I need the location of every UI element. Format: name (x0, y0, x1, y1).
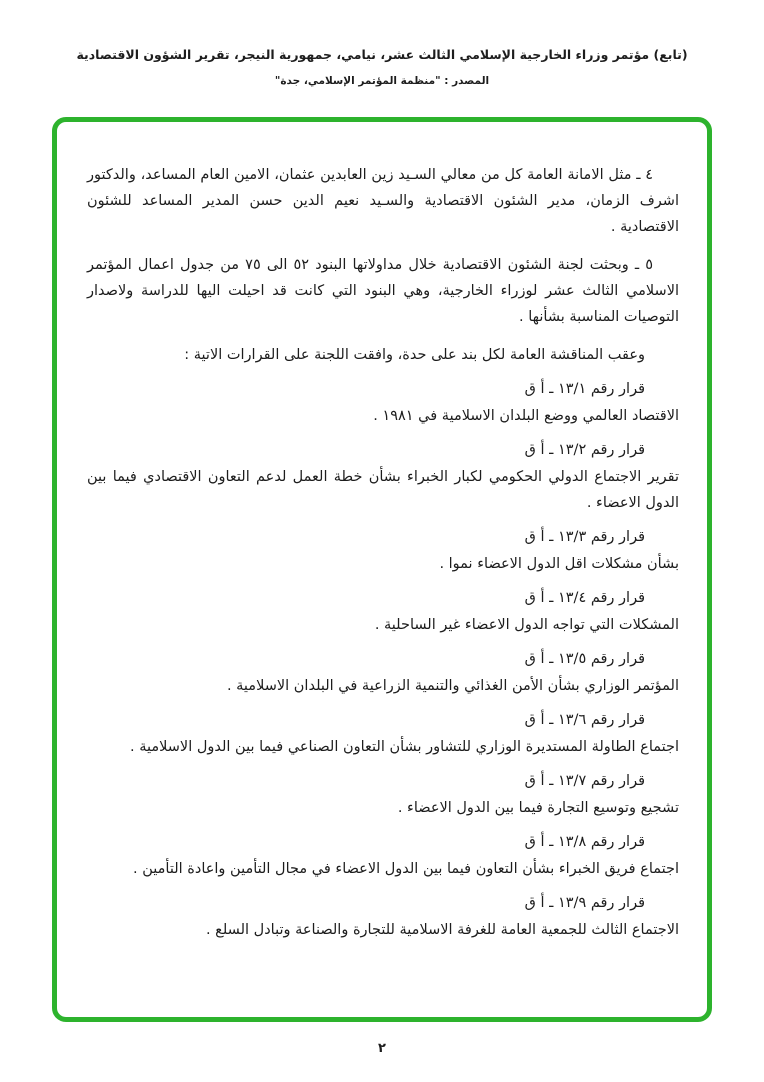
resolution-text: تقرير الاجتماع الدولي الحكومي لكبار الخبراء بشأن خطة العمل لدعم التعاون الاقتصادي فيما بين الدول الاعضاء . (87, 469, 679, 511)
body-paragraph: ٥ ـ وبحثت لجنة الشئون الاقتصادية خلال مداولاتها البنود ٥٢ الى ٧٥ من جدول اعمال المؤتمر الاسلامي الثالث عشر لوزراء الخارجية، وهي البنود التي كانت قد احيلت اليها للدراسة ولاصدار التوصيات المناسبة بشأنها . (87, 257, 679, 325)
resolution-heading: قرار رقم ١٣/٤ ـ أ ق (524, 590, 645, 606)
resolution-text: بشأن مشكلات اقل الدول الاعضاء نموا . (439, 556, 679, 572)
resolution-text: اجتماع الطاولة المستديرة الوزاري للتشاور بشأن التعاون الصناعي فيما بين الدول الاسلامية . (130, 739, 679, 755)
page-footer (0, 1041, 764, 1056)
resolution-text: المشكلات التي تواجه الدول الاعضاء غير الساحلية . (374, 617, 679, 633)
resolution-item (87, 585, 679, 638)
body-paragraph: وعقب المناقشة العامة لكل بند على حدة، وافقت اللجنة على القرارات الاتية : (184, 347, 645, 363)
resolution-item (87, 646, 679, 699)
resolution-heading: قرار رقم ١٣/٩ ـ أ ق (524, 895, 645, 911)
resolution-item (87, 524, 679, 577)
resolution-heading: قرار رقم ١٣/٦ ـ أ ق (524, 712, 645, 728)
body-paragraph: ٤ ـ مثل الامانة العامة كل من معالي السـيد زين العابدين عثمان، الامين العام المساعد، والدكتور اشرف الزمان، مدير الشئون الاقتصادية والسـيد نعيم الدين حسن المدير المساعد للشئون الاقتصادية . (87, 167, 679, 235)
resolution-item (87, 707, 679, 760)
content-frame (52, 117, 712, 1022)
resolution-heading: قرار رقم ١٣/٥ ـ أ ق (524, 651, 645, 667)
resolution-text: الاقتصاد العالمي ووضع البلدان الاسلامية في ١٩٨١ . (373, 408, 679, 424)
resolution-text: المؤتمر الوزاري بشأن الأمن الغذائي والتنمية الزراعية في البلدان الاسلامية . (226, 678, 679, 694)
resolution-heading: قرار رقم ١٣/٣ ـ أ ق (524, 529, 645, 545)
document-body (87, 162, 679, 947)
resolution-item (87, 829, 679, 882)
resolution-item (87, 376, 679, 429)
document-source: المصدر : "منظمة المؤتمر الإسلامي، جدة" (274, 75, 490, 87)
resolution-text: الاجتماع الثالث للجمعية العامة للغرفة الاسلامية للتجارة والصناعة وتبادل السلع . (205, 922, 679, 938)
resolution-heading: قرار رقم ١٣/٢ ـ أ ق (524, 442, 645, 458)
resolution-item (87, 437, 679, 516)
resolution-text: اجتماع فريق الخبراء بشأن التعاون فيما بين الدول الاعضاء في مجال التأمين واعادة التأمين . (133, 861, 679, 877)
resolution-item (87, 890, 679, 943)
resolution-heading: قرار رقم ١٣/١ ـ أ ق (524, 381, 645, 397)
resolution-heading: قرار رقم ١٣/٧ ـ أ ق (524, 773, 645, 789)
resolution-item (87, 768, 679, 821)
resolution-heading: قرار رقم ١٣/٨ ـ أ ق (524, 834, 645, 850)
document-title: (تابع) مؤتمر وزراء الخارجية الإسلامي الثالث عشر، نيامي، جمهورية النيجر، تقرير الشؤون الاقتصادية (76, 47, 688, 62)
resolution-text: تشجيع وتوسيع التجارة فيما بين الدول الاعضاء . (397, 800, 679, 816)
document-header (40, 46, 724, 87)
page-number: ٢ (378, 1041, 386, 1056)
